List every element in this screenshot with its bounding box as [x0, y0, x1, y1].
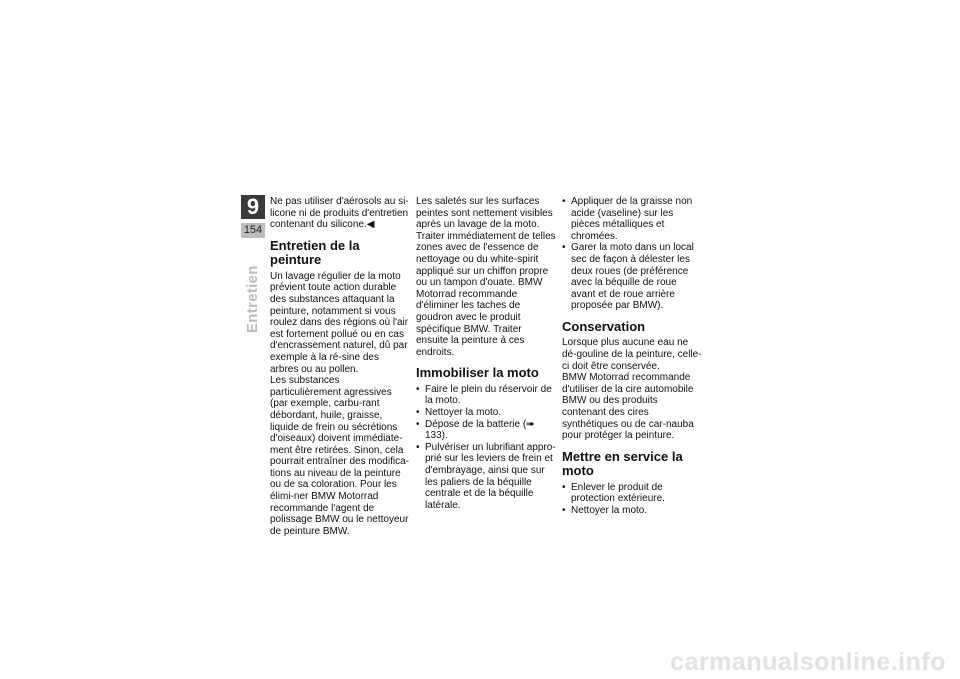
bullet: •	[416, 383, 420, 395]
paragraph: Un lavage régulier de la moto prévient toute action durable des substances attaquant la peinture, notamment si vous roulez dans des régions où l'air est fortement pollué ou en cas d'encrassement naturel, dû par exemple à la ré-sine des arbres ou au pollen.	[270, 270, 409, 375]
bullet: •	[562, 504, 566, 516]
bullet: •	[562, 242, 566, 254]
list-item-text: Dépose de la batterie (➠ 133).	[425, 418, 535, 442]
chapter-side-title: Entretien	[244, 265, 261, 333]
paragraph: BMW Motorrad recommande d'utiliser de la cire automobile BMW ou des produits contenant des cires synthétiques ou de car-nauba pour protéger la peinture.	[562, 372, 694, 442]
section-heading-return-to-service: Mettre en service la moto	[562, 448, 683, 479]
list-item-text: Appliquer de la graisse non acide (vaseline) sur les pièces métalliques et chromées.	[571, 196, 693, 242]
text-column-2	[416, 196, 556, 511]
bullet: •	[562, 196, 566, 207]
bullet-list	[562, 482, 702, 517]
text-column-3	[562, 196, 702, 517]
list-item-text: Nettoyer la moto.	[571, 504, 648, 516]
bullet: •	[416, 407, 420, 418]
section-heading-paint-care: Entretien de la peinture	[270, 237, 360, 268]
bullet-list	[416, 384, 556, 512]
list-item	[562, 482, 702, 505]
bullet: •	[416, 418, 420, 430]
section-heading-conservation: Conservation	[562, 318, 646, 334]
paragraph: Les saletés sur les surfaces peintes sont nettement visibles après un lavage de la moto. Traiter immédiatement de telles zones avec de l'essence de nettoyage ou du white-spirit appliqué sur un chiffon propre ou un tampon d'ouate. BMW Motorrad recommande d'éliminer les taches de goudron avec le produit spécifique BMW. Traiter ensuite la peinture à ces endroits.	[416, 196, 556, 358]
paragraph: Les substances particulièrement agressives (par exemple, carbu-rant débordant, huile, graisse, liquide de frein ou sécrétions d'oiseaux) doivent immédiate-ment être retirées. Sinon, cela pourrait entraîner des modifica-tions au niveau de la peinture ou de sa coloration. Pour les élimi-ner BMW Motorrad recommande l'agent de polissage BMW ou le nettoyeur de peinture BMW.	[270, 375, 409, 537]
bullet: •	[562, 481, 566, 493]
list-item-text: Enlever le produit de protection extérieure.	[571, 481, 665, 505]
list-item-text: Garer la moto dans un local sec de façon à délester les deux roues (de préférence avec la béquille de roue avant et de roue arrière proposée par BMW).	[571, 242, 694, 312]
list-item-text: Pulvériser un lubrifiant appro-prié sur les leviers de frein et d'embrayage, ainsi que sur les paliers de la béquille centrale et de la béquille latérale.	[425, 441, 556, 511]
list-item	[562, 242, 702, 312]
list-item-text: Nettoyer la moto.	[425, 407, 502, 418]
page-number: 154	[241, 223, 265, 238]
paragraph: Lorsque plus aucune eau ne dé-gouline de la peinture, celle-ci doit être conservée.	[562, 337, 702, 372]
bullet-list	[562, 196, 702, 312]
list-item	[416, 442, 556, 512]
list-item	[562, 505, 702, 517]
section-heading-immobilize: Immobiliser la moto	[416, 365, 539, 381]
watermark: carmanualsonline.info	[670, 648, 946, 676]
list-item	[562, 196, 702, 242]
chapter-number-badge: 9	[241, 195, 265, 219]
silicone-warning: Ne pas utiliser d'aérosols au si-licone ni de produits d'entretien contenant du silicone.◀	[270, 196, 409, 231]
list-item	[416, 419, 556, 442]
list-item	[416, 384, 556, 407]
list-item-text: Faire le plein du réservoir de la moto.	[425, 383, 552, 407]
list-item	[416, 407, 556, 419]
text-column-1	[270, 196, 410, 537]
bullet: •	[416, 441, 420, 453]
